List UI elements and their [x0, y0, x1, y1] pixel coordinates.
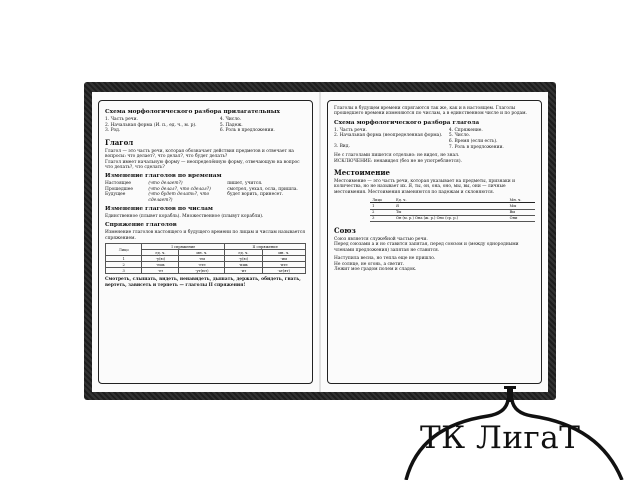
- table-subheader: мн. ч.: [179, 250, 225, 256]
- table-cell: Вы: [508, 209, 535, 215]
- table-header: Мн. ч.: [508, 197, 535, 203]
- verb-scheme-list: [334, 128, 535, 150]
- pronoun-title: Местоимение: [334, 168, 390, 177]
- example-line: Наступила весна, но тепла еще не пришло.: [334, 256, 436, 262]
- tense-list: [105, 181, 306, 203]
- table-cell: -ат(ят): [262, 268, 306, 274]
- table-cell: -им: [262, 256, 306, 262]
- list-item: 1. Часть речи.: [105, 117, 138, 122]
- list-item: 5. Число.: [448, 133, 471, 139]
- table-row: [106, 268, 306, 274]
- list-item: 3. Род.: [105, 128, 121, 134]
- table-header: II спряжение: [225, 244, 306, 250]
- ne-exception: ИСКЛЮЧЕНИЕ: ненавидел (без не не употребляется).: [334, 158, 462, 164]
- list-item: 2. Начальная форма (неопределенная форма).: [334, 133, 443, 139]
- table-row: [370, 215, 535, 221]
- verb-definition: Глагол — это часть речи, которая обозначает действия предметов и отвечает на вопросы: что делает?, что делал?, что будет делать?: [105, 148, 294, 160]
- table-cell: -ишь: [225, 262, 262, 268]
- list-item: 6. Роль в предложении.: [219, 128, 275, 134]
- list-item: [105, 192, 306, 203]
- number-text: Единственное (плывет корабль). Множественное (плывут корабли).: [105, 214, 264, 220]
- ne-rule: Не с глаголами пишется отдельно: не видел, не знал.: [334, 153, 460, 159]
- conjugation-text: Изменение глаголов настоящего и будущего времени по лицам и числам называется спряжением.: [105, 230, 305, 241]
- table-cell: -ете: [179, 262, 225, 268]
- tense-title: Изменение глаголов по временам: [105, 173, 222, 180]
- table-cell: Мы: [508, 203, 535, 209]
- tense-name: Прошедшее: [105, 186, 133, 192]
- table-cell: Он (м. р.) Она (ж. р.) Оно (ср. р.): [394, 215, 508, 221]
- list-item: 1. Часть речи.: [334, 127, 367, 133]
- table-header: Лицо: [370, 197, 394, 203]
- future-tense-note: Глаголы в будущем времени спрягаются так же, как и в настоящем. Глаголы прошедшего времени изменяются по числам, а в единственном числе и по родам.: [334, 106, 527, 117]
- union-title: Союз: [334, 225, 356, 235]
- list-item: 4. Число.: [219, 117, 242, 122]
- tense-name: Будущее: [105, 192, 126, 198]
- tense-example: смотрел, уехал, осла, пришла.: [227, 186, 298, 192]
- right-page-frame: [327, 100, 542, 384]
- table-subheader: ед. ч.: [142, 250, 179, 256]
- tense-example: пишет, учится.: [227, 181, 263, 187]
- table-cell: Они: [508, 215, 535, 221]
- table-header: Ед. ч.: [394, 197, 508, 203]
- tense-question: (что делал?, что сделал?): [148, 186, 211, 192]
- table-cell: -ит: [225, 268, 262, 274]
- adjective-scheme-title: Схема морфологического разбора прилагательных: [105, 109, 281, 115]
- list-item: 3. Вид.: [334, 144, 350, 149]
- table-cell: -у(ю): [142, 256, 179, 262]
- tense-example: будет ворить, принесет.: [227, 192, 284, 198]
- table-cell: 3: [106, 268, 142, 274]
- book-spread: [84, 82, 556, 400]
- table-cell: Я: [394, 203, 508, 209]
- list-item: 6. Время (если есть).: [448, 139, 498, 144]
- logo-text: ТК ЛигаТ: [420, 420, 581, 456]
- tense-question: (что будет делать?, что сделает?): [148, 192, 210, 203]
- example-line: Не солнце, не огонь, а светит.: [334, 261, 405, 267]
- table-subheader: мн. ч.: [262, 250, 306, 256]
- verb-title: Глагол: [105, 137, 134, 147]
- list-item: 4. Спряжение.: [448, 127, 483, 133]
- table-cell: 1: [106, 256, 142, 262]
- left-page: [92, 92, 319, 392]
- table-cell: -ешь: [142, 262, 179, 268]
- conjugation-title: Спряжение глаголов: [105, 222, 177, 229]
- table-cell: 2: [370, 209, 394, 215]
- verb-infinitive-note: Глагол имеет начальную форму — неопределённую форму, отвечающую на вопрос что делать?, что сделать?: [105, 159, 300, 170]
- union-definition: Союз является служебной частью речи.: [334, 236, 428, 242]
- conjugation-exceptions: Смотреть, слышать, видеть, ненавидеть, дышать, держать, обидеть, гнать, вертеть, зависеть и терпеть — глаголы II спряжения!: [105, 277, 301, 288]
- example-line: Лежит мое градом полем и сладок.: [334, 267, 417, 272]
- table-cell: -ут(ют): [179, 268, 225, 274]
- list-item: 7. Роль в предложении.: [448, 144, 504, 150]
- list-item: 5. Падеж.: [219, 122, 243, 128]
- verb-scheme-title: Схема морфологического разбора глагола: [334, 119, 480, 126]
- table-cell: -ет: [142, 268, 179, 274]
- pronoun-table: [370, 197, 535, 222]
- adjective-scheme-list: [105, 117, 306, 134]
- table-cell: 3: [370, 215, 394, 221]
- union-rule: Перед союзами а и но ставится запятая, перед союзом и (между однородными членами предложения) запятая не ставится.: [334, 242, 519, 253]
- tense-question: (что делает?): [148, 181, 183, 187]
- tense-name: Настоящее: [105, 181, 132, 187]
- table-cell: 1: [370, 203, 394, 209]
- right-page: [321, 92, 548, 392]
- table-header: I спряжение: [142, 244, 225, 250]
- number-title: Изменение глаголов по числам: [105, 206, 213, 213]
- table-subheader: ед. ч.: [225, 250, 262, 256]
- table-cell: 2: [106, 262, 142, 268]
- table-cell: -ем: [179, 256, 225, 262]
- pronoun-definition: Местоимение — это часть речи, которая указывает на предметы, признаки и количества, но не называет их. Я, ты, он, она, оно, мы, вы, они — личные местоимения. Местоимения изменяются по падежам и склоняются.: [334, 179, 516, 195]
- conjugation-table: [105, 243, 306, 274]
- table-cell: -ите: [262, 262, 306, 268]
- list-item: 2. Начальная форма (И. п., ед. ч., м. р).: [105, 122, 197, 128]
- table-cell: Ты: [394, 209, 508, 215]
- table-cell: -у(ю): [225, 256, 262, 262]
- table-header: Лицо: [106, 244, 142, 256]
- left-page-frame: [98, 100, 313, 384]
